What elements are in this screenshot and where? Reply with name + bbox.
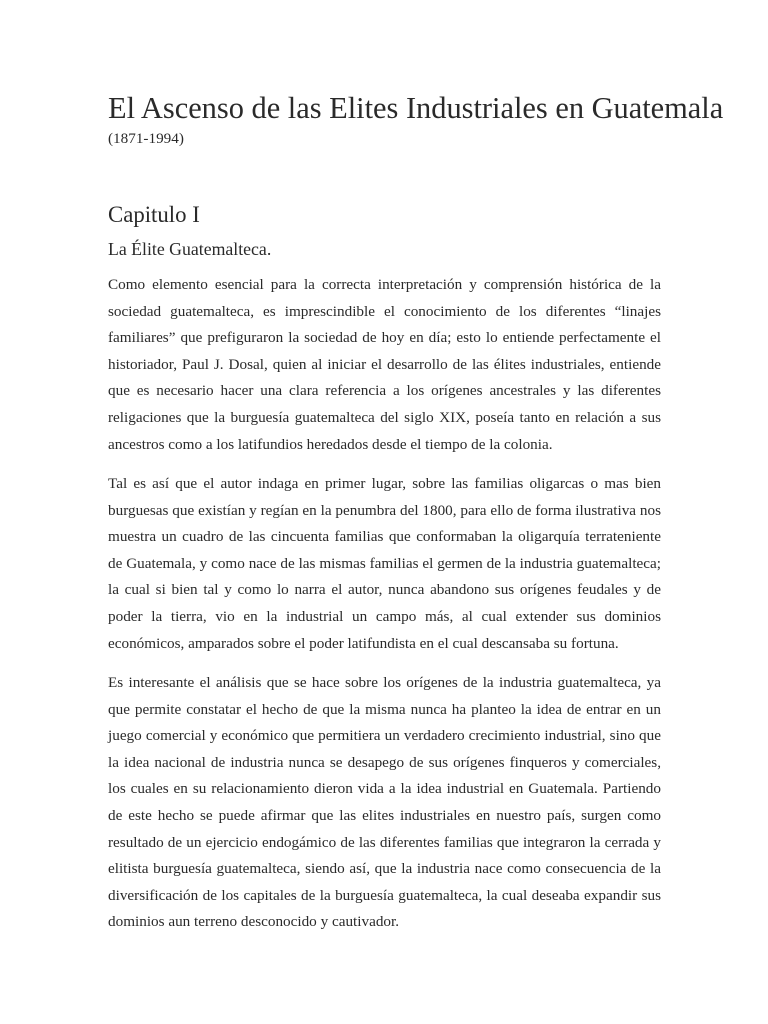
- body-paragraph: Tal es así que el autor indaga en primer lugar, sobre las familias oligarcas o mas bien burguesas que existían y regían en la penumbra del 1800, para ello de forma ilustrativa nos muestra un cuadro de las cincuenta familias que conformaban la oligarquía terrateniente de Guatemala, y como nace de las mismas familias el germen de la industria guatemalteca; la cual si bien tal y como lo narra el autor, nunca abandono sus orígenes feudales y de poder la tierra, vio en la industrial un campo más, al cual extender sus dominios económicos, amparados sobre el poder latifundista en el cual descansaba su fortuna.: [108, 475, 661, 652]
- chapter-heading: Capitulo I: [108, 202, 200, 227]
- document-subtitle: (1871-1994): [108, 130, 184, 147]
- body-paragraph: Como elemento esencial para la correcta interpretación y comprensión histórica de la sociedad guatemalteca, es imprescindible el conocimiento de los diferentes “linajes familiares” que prefiguraron la sociedad de hoy en día; esto lo entiende perfectamente el historiador, Paul J. Dosal, quien al iniciar el desarrollo de las élites industriales, entiende que es necesario hacer una clara referencia a los orígenes ancestrales y las diferentes religaciones que la burguesía guatemalteca del siglo XIX, poseía tanto en relación a sus ancestros como a los latifundios heredados desde el tiempo de la colonia.: [108, 276, 661, 453]
- section-title: La Élite Guatemalteca.: [108, 239, 272, 259]
- document-title: El Ascenso de las Elites Industriales en Guatemala: [108, 91, 724, 125]
- body-paragraph: Es interesante el análisis que se hace sobre los orígenes de la industria guatemalteca, ya que permite constatar el hecho de que la misma nunca ha planteo la idea de entrar en un juego comercial y económico que permitiera un verdadero crecimiento industrial, sino que la idea nacional de industria nunca se desapego de sus orígenes finqueros y comerciales, los cuales en su relacionamiento dieron vida a la idea industrial en Guatemala. Partiendo de este hecho se puede afirmar que las elites industriales en nuestro país, surgen como resultado de un ejercicio endogámico de las diferentes familias que integraron la cerrada y elitista burguesía guatemalteca, siendo así, que la industria nace como consecuencia de la diversificación de los capitales de la burguesía guatemalteca, la cual deseaba expandir sus dominios aun terreno desconocido y cautivador.: [108, 674, 661, 931]
